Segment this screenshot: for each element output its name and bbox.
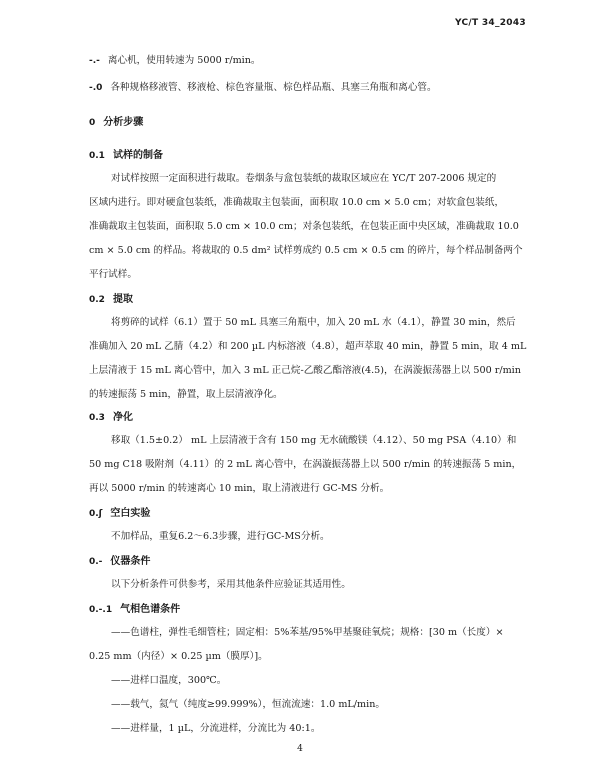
subsection-title: 净化 (112, 412, 133, 423)
paragraph-line: 0.25 mm（内径）× 0.25 µm（膜厚）]。 (89, 651, 268, 662)
paragraph-line: 对试样按照一定面积进行裁取。卷烟条与盒包装纸的裁取区域应在 YC/T 207-2006 规定的 (111, 173, 497, 184)
subsection-number: 0.1 (89, 151, 105, 161)
paragraph-line: ——载气，氦气（纯度≥99.999%），恒流流速：1.0 mL/min。 (111, 699, 385, 710)
subsection-title: 气相色谱条件 (120, 604, 181, 615)
paragraph-line: 移取（1.5±0.2） mL 上层清液于含有 150 mg 无水硫酸镁（4.12）、50 mg PSA（4.10）和 (111, 435, 517, 446)
list-item (89, 79, 529, 93)
paragraph-line: 50 mg C18 吸附剂（4.11）的 2 mL 离心管中，在涡漩振荡器上以 500 r/min 的转速振荡 5 min， (89, 459, 522, 470)
paragraph-line: ——进样量，1 µL，分流进样，分流比为 40:1。 (111, 723, 321, 734)
subsection-heading (89, 504, 150, 519)
subsection-heading (89, 408, 133, 423)
paragraph-line: 以下分析条件可供参考，采用其他条件应验证其适用性。 (111, 579, 351, 590)
item-number: ‐.‐ (89, 56, 100, 66)
paragraph-line: 再以 5000 r/min 的转速离心 10 min，取上清液进行 GC-MS 分析。 (89, 483, 390, 494)
subsection-number: 0.‐ (89, 557, 103, 567)
item-number: ‐.0 (89, 83, 103, 93)
paragraph-line: cm × 5.0 cm 的样品。将裁取的 0.5 dm² 试样剪成约 0.5 cm × 0.5 cm 的碎片，每个样品制备两个 (89, 245, 523, 256)
paragraph-line: 不加样品，重复6.2～6.3步骤，进行GC-MS分析。 (111, 531, 330, 542)
section-heading (89, 113, 143, 128)
paragraph-line: 准确加入 20 mL 乙腈（4.2）和 200 µL 内标溶液（4.8），超声萃取 40 min，静置 5 min，取 4 mL (89, 341, 527, 352)
subsection-number: 0.ʃ (89, 509, 103, 519)
subsection-number: 0.2 (89, 295, 105, 305)
paragraph-line: ——色谱柱，弹性毛细管柱；固定相：5%苯基/95%甲基聚硅氧烷；规格：[30 m（长度）× (111, 627, 504, 638)
paragraph-line: ——进样口温度，300℃。 (111, 675, 227, 686)
item-text: 离心机，使用转速为 5000 r/min。 (107, 55, 261, 66)
subsection-heading (89, 552, 150, 567)
subsection-heading (89, 600, 180, 615)
paragraph-line: 准确裁取主包装面，面积取 5.0 cm × 10.0 cm；对条包装纸，在包装正面中央区域，准确裁取 10.0 (89, 221, 519, 232)
standard-number: YC/T 34_2043 (454, 18, 526, 28)
paragraph-line: 平行试样。 (89, 269, 137, 280)
page-number: 4 (297, 744, 303, 754)
paragraph-line: 的转速振荡 5 min，静置，取上层清液净化。 (89, 389, 283, 400)
section-number: 0 (89, 118, 96, 128)
subsection-title: 提取 (112, 294, 133, 305)
paragraph-line: 区域内进行。即对硬盒包装纸，准确裁取主包装面，面积取 10.0 cm × 5.0 cm；对软盒包装纸， (89, 197, 505, 208)
paragraph-line: 将剪碎的试样（6.1）置于 50 mL 具塞三角瓶中，加入 20 mL 水（4.1），静置 30 min，然后 (111, 317, 516, 328)
subsection-title: 试样的制备 (112, 150, 163, 161)
item-text: 各种规格移液管、移液枪、棕色容量瓶、棕色样品瓶、具塞三角瓶和离心管。 (110, 82, 437, 93)
subsection-heading (89, 290, 133, 305)
subsection-number: 0.3 (89, 413, 105, 423)
subsection-title: 空白实验 (110, 508, 151, 519)
list-item (89, 52, 529, 66)
subsection-number: 0.‐.1 (89, 605, 113, 615)
subsection-heading (89, 146, 163, 161)
paragraph-line: 上层清液于 15 mL 离心管中，加入 3 mL 正己烷-乙酸乙酯溶液(4.5)，在涡漩振荡器上以 500 r/min (89, 365, 521, 376)
subsection-title: 仪器条件 (110, 556, 151, 567)
section-title: 分析步骤 (103, 117, 144, 128)
